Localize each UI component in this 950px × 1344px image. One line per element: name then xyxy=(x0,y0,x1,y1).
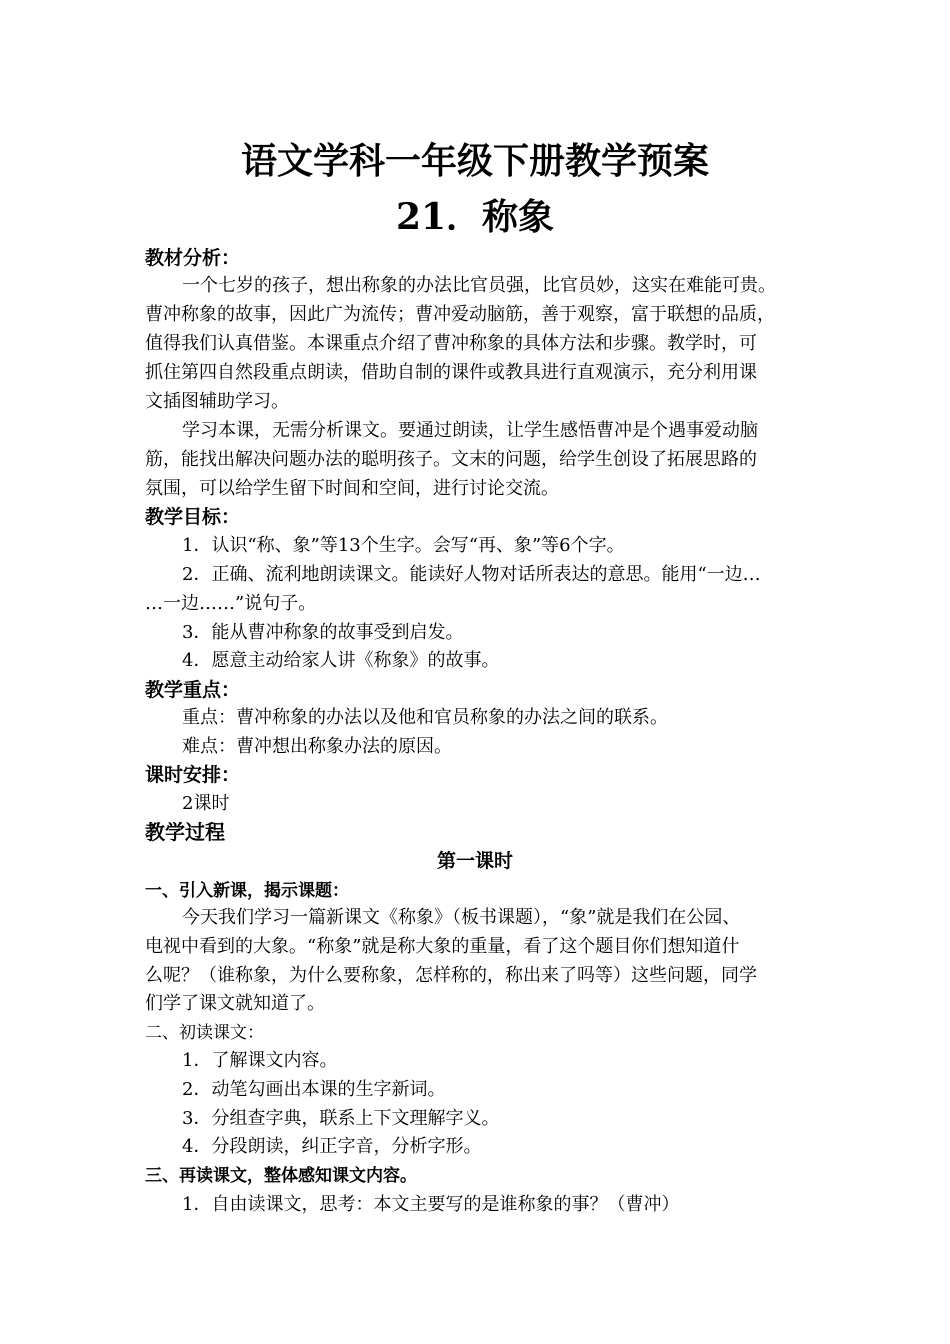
goal-item: 3．能从曹冲称象的故事受到启发。 xyxy=(182,622,464,643)
keypoint-item: 难点：曹冲想出称象办法的原因。 xyxy=(182,736,452,757)
keypoints-heading: 教学重点： xyxy=(145,679,241,701)
analysis-line: 一个七岁的孩子，想出称象的办法比官员强，比官员妙，这实在难能可贵。 xyxy=(182,275,776,296)
step-item: 4．分段朗读，纠正字音，分析字形。 xyxy=(182,1136,482,1157)
analysis-line: 氛围，可以给学生留下时间和空间，进行讨论交流。 xyxy=(145,478,559,499)
lesson-period-title: 第一课时 xyxy=(436,850,513,872)
lesson-title: 21．称象 xyxy=(395,196,555,238)
schedule-heading: 课时安排： xyxy=(145,764,241,786)
analysis-line: 文插图辅助学习。 xyxy=(145,391,289,412)
process-heading: 教学过程 xyxy=(145,820,225,844)
goal-item: …一边……”说句子。 xyxy=(145,593,317,614)
analysis-line: 学习本课，无需分析课文。要通过朗读，让学生感悟曹冲是个遇事爱动脑 xyxy=(182,420,758,441)
goal-item: 4．愿意主动给家人讲《称象》的故事。 xyxy=(182,650,500,671)
step-item: 1．了解课文内容。 xyxy=(182,1050,338,1071)
step-item: 3．分组查字典，联系上下文理解字义。 xyxy=(182,1108,500,1129)
analysis-heading: 教材分析： xyxy=(145,247,241,269)
schedule-value: 2课时 xyxy=(182,793,230,814)
keypoint-item: 重点：曹冲称象的办法以及他和官员称象的办法之间的联系。 xyxy=(182,707,668,728)
step-heading: 二、初读课文： xyxy=(145,1023,264,1043)
goal-item: 1．认识“称、象”等13个生字。会写“再、象”等6个字。 xyxy=(182,535,625,556)
step-item: 2．动笔勾画出本课的生字新词。 xyxy=(182,1079,446,1100)
step-heading: 三、再读课文，整体感知课文内容。 xyxy=(145,1166,417,1186)
analysis-line: 抓住第四自然段重点朗读，借助自制的课件或教具进行直观演示，充分利用课 xyxy=(145,362,757,383)
step-line: 么呢？（谁称象，为什么要称象，怎样称的，称出来了吗等）这些问题，同学 xyxy=(145,965,757,986)
document-title: 语文学科一年级下册教学预案 xyxy=(240,140,709,182)
step-line: 今天我们学习一篇新课文《称象》（板书课题），“象”就是我们在公园、 xyxy=(182,907,741,928)
step-item: 1．自由读课文，思考：本文主要写的是谁称象的事？（曹冲） xyxy=(182,1194,680,1215)
analysis-line: 筋，能找出解决问题办法的聪明孩子。文末的问题，给学生创设了拓展思路的 xyxy=(145,449,757,470)
step-line: 们学了课文就知道了。 xyxy=(145,993,325,1014)
goal-item: 2．正确、流利地朗读课文。能读好人物对话所表达的意思。能用“一边… xyxy=(182,564,761,585)
goals-heading: 教学目标： xyxy=(145,506,241,528)
analysis-line: 值得我们认真借鉴。本课重点介绍了曹冲称象的具体方法和步骤。教学时，可 xyxy=(145,333,757,354)
analysis-line: 曹冲称象的故事，因此广为流传；曹冲爱动脑筋，善于观察，富于联想的品质， xyxy=(145,304,775,325)
step-heading: 一、引入新课，揭示课题： xyxy=(145,881,349,901)
step-line: 电视中看到的大象。“称象”就是称大象的重量，看了这个题目你们想知道什 xyxy=(145,936,740,957)
